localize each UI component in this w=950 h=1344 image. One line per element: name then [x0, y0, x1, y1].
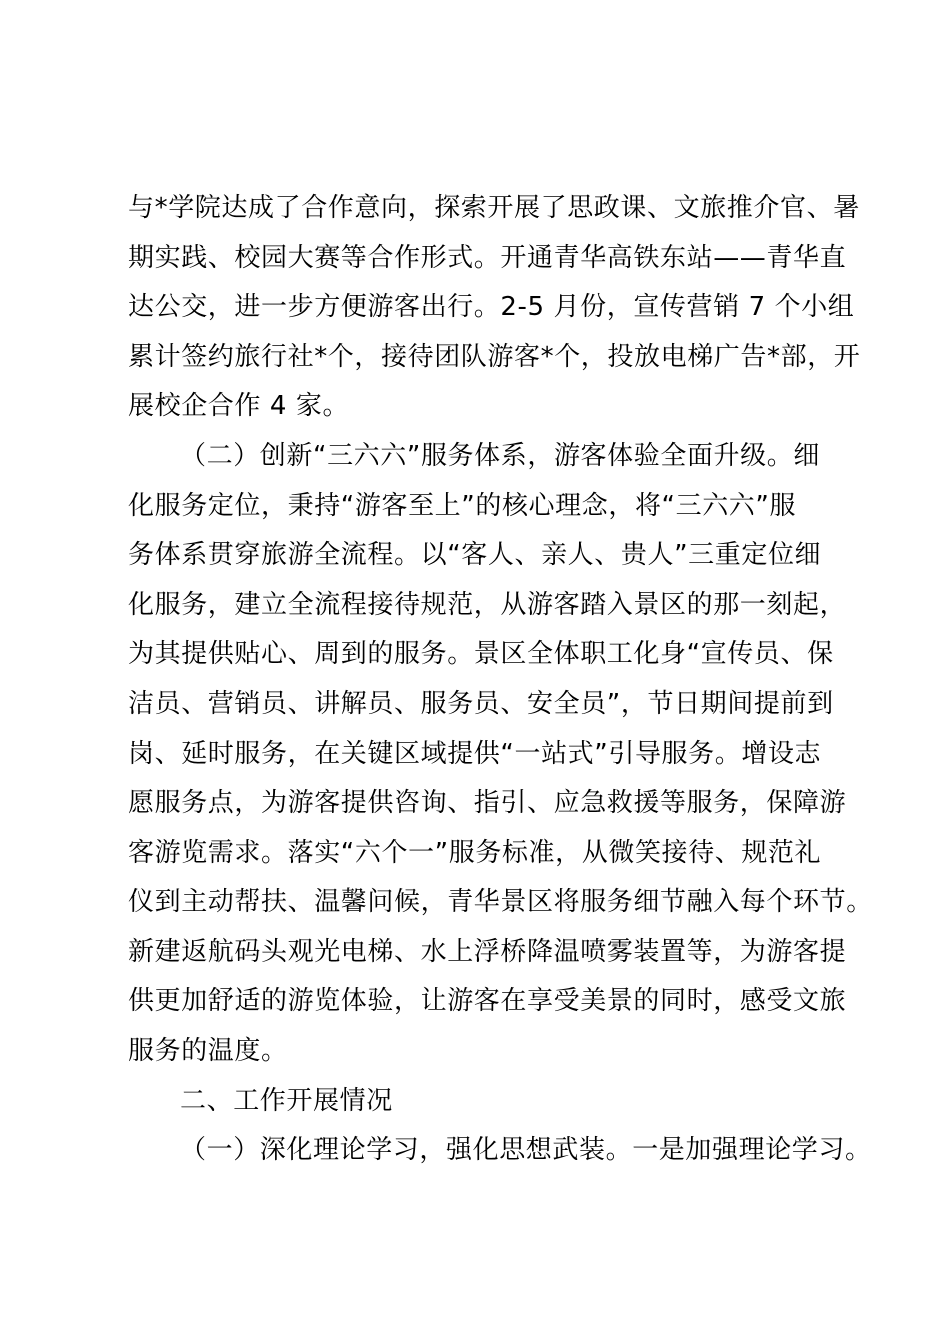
text-line-15: 仪到主动帮扶、温馨问候，青华景区将服务细节融入每个环节。	[128, 887, 873, 917]
text-line-18: 服务的温度。	[128, 1036, 288, 1066]
text-line-13: 愿服务点，为游客提供咨询、指引、应急救援等服务，保障游	[128, 788, 847, 818]
text-line-7: 化服务定位，秉持“游客至上”的核心理念，将“三六六”服	[128, 491, 797, 521]
text-line-14: 客游览需求。落实“六个一”服务标准，从微笑接待、规范礼	[128, 838, 822, 868]
text-line-17: 供更加舒适的游览体验，让游客在享受美景的同时，感受文旅	[128, 986, 847, 1016]
text-line-3: 达公交，进一步方便游客出行。2-5 月份，宣传营销 7 个小组	[128, 292, 855, 322]
text-line-12: 岗、延时服务，在关键区域提供“一站式”引导服务。增设志	[128, 739, 822, 769]
section-heading-two-first-line: （二）创新“三六六”服务体系，游客体验全面升级。细	[180, 441, 820, 471]
text-line-9: 化服务，建立全流程接待规范，从游客踏入景区的那一刻起，	[128, 590, 847, 620]
text-line-10: 为其提供贴心、周到的服务。景区全体职工化身“宣传员、保	[128, 639, 834, 669]
text-line-11: 洁员、营销员、讲解员、服务员、安全员”，节日期间提前到	[128, 689, 834, 719]
text-line-8: 务体系贯穿旅游全流程。以“客人、亲人、贵人”三重定位细	[128, 540, 822, 570]
text-line-4: 累计签约旅行社*个，接待团队游客*个，投放电梯广告*部，开	[128, 342, 861, 372]
text-line-1: 与*学院达成了合作意向，探索开展了思政课、文旅推介官、暑	[128, 193, 860, 223]
text-line-16: 新建返航码头观光电梯、水上浮桥降温喷雾装置等，为游客提	[128, 937, 847, 967]
text-line-2: 期实践、校园大赛等合作形式。开通青华高铁东站——青华直	[128, 243, 847, 273]
text-line-5: 展校企合作 4 家。	[128, 391, 350, 421]
subsection-heading-one: （一）深化理论学习，强化思想武装。一是加强理论学习。	[180, 1135, 872, 1165]
section-heading-work-progress: 二、工作开展情况	[180, 1086, 393, 1116]
